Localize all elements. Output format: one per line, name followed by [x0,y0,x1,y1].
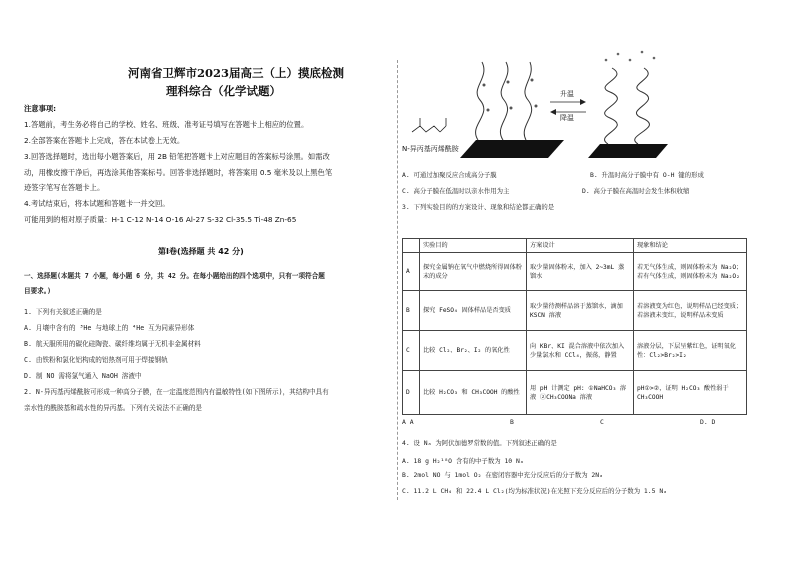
question-4-option: B. 2mol NO 与 1mol O₂ 在密闭容器中充分反应后的分子数为 2Nₐ [402,471,603,479]
section-intro: 一、选择题(本题共 7 小题，每小题 6 分，共 42 分。在每小题给出的四个选项中，只有一项符合题 [24,272,325,280]
experiment-table [402,238,747,415]
table-row [403,331,747,371]
notice-line: 2.全部答案在答题卡上完成，答在本试卷上无效。 [24,136,185,145]
question-2-option-d: D. 高分子膜在高温时会发生体积收缩 [582,187,690,195]
question-2-stem: 2. N-异丙基丙烯酰胺可形成一种高分子膜，在一定温度范围内有温敏特性(如下图所示)，其结构中具有 [24,388,329,396]
table-cell: 取少量固体粉末，加入 2~3mL 蒸馏水 [527,253,634,291]
question-4-option: C. 11.2 L CH₄ 和 22.4 L Cl₂(均为标准状况)在光照下充分反应后的分子数为 1.5 Nₐ [402,487,668,495]
question-1-option: D. 制 NO 需将氯气通入 NaOH 溶液中 [24,372,142,380]
question-2-stem: 亲水性的酰胺基和疏水性的异丙基。下列有关说法不正确的是 [24,404,203,412]
notice-line: 动，用橡皮擦干净后，再选涂其他答案标号。回答非选择题时，将答案用 0.5 毫米及以上黑色笔 [24,168,333,177]
section-intro: 目要求。) [24,287,52,295]
page-subtitle: 理科综合（化学试题） [166,84,281,98]
table-header-cell: 现象和结论 [634,239,747,253]
question-1-stem: 1. 下列有关叙述正确的是 [24,308,102,316]
figure-monomer-label: N-异丙基丙烯酰胺 [402,145,459,153]
figure-cool-label: 降温 [560,114,574,122]
table-cell: 向 KBr、KI 混合溶液中依次加入少量氯水和 CCl₄，振荡，静置 [527,331,634,371]
table-cell: 取少量待测样品溶于蒸馏水，滴加 KSCN 溶液 [527,291,634,331]
question-3-answer: D. D [700,418,716,426]
table-row [403,371,747,415]
table-cell: 比较 H₂CO₃ 和 CH₃COOH 的酸性 [420,371,527,415]
question-4-stem: 4. 设 Nₐ 为阿伏加德罗常数的值。下列叙述正确的是 [402,439,557,447]
table-cell: pH①>②，证明 H₂CO₃ 酸性弱于 CH₃COOH [634,371,747,415]
question-2-option-b: B. 升温时高分子膜中有 O-H 键的形成 [590,171,704,179]
page-title: 河南省卫辉市2023届高三（上）摸底检测 [128,66,345,80]
question-3-stem: 3. 下列实验目的的方案设计、现象和结论都正确的是 [402,203,555,211]
question-1-option: A. 月壤中含有的 ³He 与地球上的 ⁴He 互为同素异形体 [24,324,195,332]
table-cell: 比较 Cl₂、Br₂、I₂ 的氧化性 [420,331,527,371]
question-3-answer: B [510,418,514,426]
question-3-answer: C [600,418,604,426]
table-row [403,291,747,331]
notice-line: 可能用到的相对原子质量：H-1 C-12 N-14 O-16 Al-27 S-32 Cl-35.5 Ti-48 Zn-65 [24,215,297,224]
table-cell: 若无气体生成，则固体粉末为 Na₂O；若有气体生成，则固体粉末为 Na₂O₂ [634,253,747,291]
table-cell-label: C [403,331,420,371]
table-cell-label: B [403,291,420,331]
figure-heat-label: 升温 [560,90,574,98]
table-cell: 用 pH 计测定 pH: ①NaHCO₃ 溶液 ②CH₃COONa 溶液 [527,371,634,415]
table-cell-label: A [403,253,420,291]
section-heading: 第Ⅰ卷(选择题 共 42 分) [158,247,244,256]
notice-heading: 注意事项: [24,104,57,113]
notice-line: 1.答题前，考生务必将自己的学校、姓名、班级、准考证号填写在答题卡上相应的位置。 [24,120,309,129]
table-header-row [403,239,747,253]
table-cell: 探究 FeSO₄ 固体样品是否变质 [420,291,527,331]
notice-line: 3.回答选择题时，选出每小题答案后，用 2B 铅笔把答题卡上对应题目的答案标号涂黑。如需改 [24,152,330,161]
notice-line: 4.考试结束后，将本试题和答题卡一并交回。 [24,199,170,208]
question-1-option: B. 航天服所用的碳化硅陶瓷、碳纤维均属于无机非金属材料 [24,340,201,348]
table-row [403,253,747,291]
table-cell: 若溶液变为红色，说明样品已经变质；若溶液未变红，说明样品未变质 [634,291,747,331]
table-header-cell: 实验目的 [420,239,527,253]
question-4-option: A. 18 g H₂¹⁸O 含有的中子数为 10 Nₐ [402,457,524,465]
table-cell: 溶液分层，下层呈紫红色，证明氧化性：Cl₂>Br₂>I₂ [634,331,747,371]
notice-line: 迹签字笔写在答题卡上。 [24,183,105,192]
table-header-cell: 方案设计 [527,239,634,253]
question-2-option-c: C. 高分子膜在低温时以亲水作用为主 [402,187,510,195]
table-cell-label: D [403,371,420,415]
question-3-answer: A A [402,418,414,426]
table-header-cell [403,239,420,253]
question-1-option: C. 由铁粉和氯化铝构成的铝热剂可用于焊接钢轨 [24,356,168,364]
question-2-option-a: A. 可通过加聚反应合成高分子膜 [402,171,497,179]
table-cell: 探究金属钠在氧气中燃烧所得固体粉末的成分 [420,253,527,291]
